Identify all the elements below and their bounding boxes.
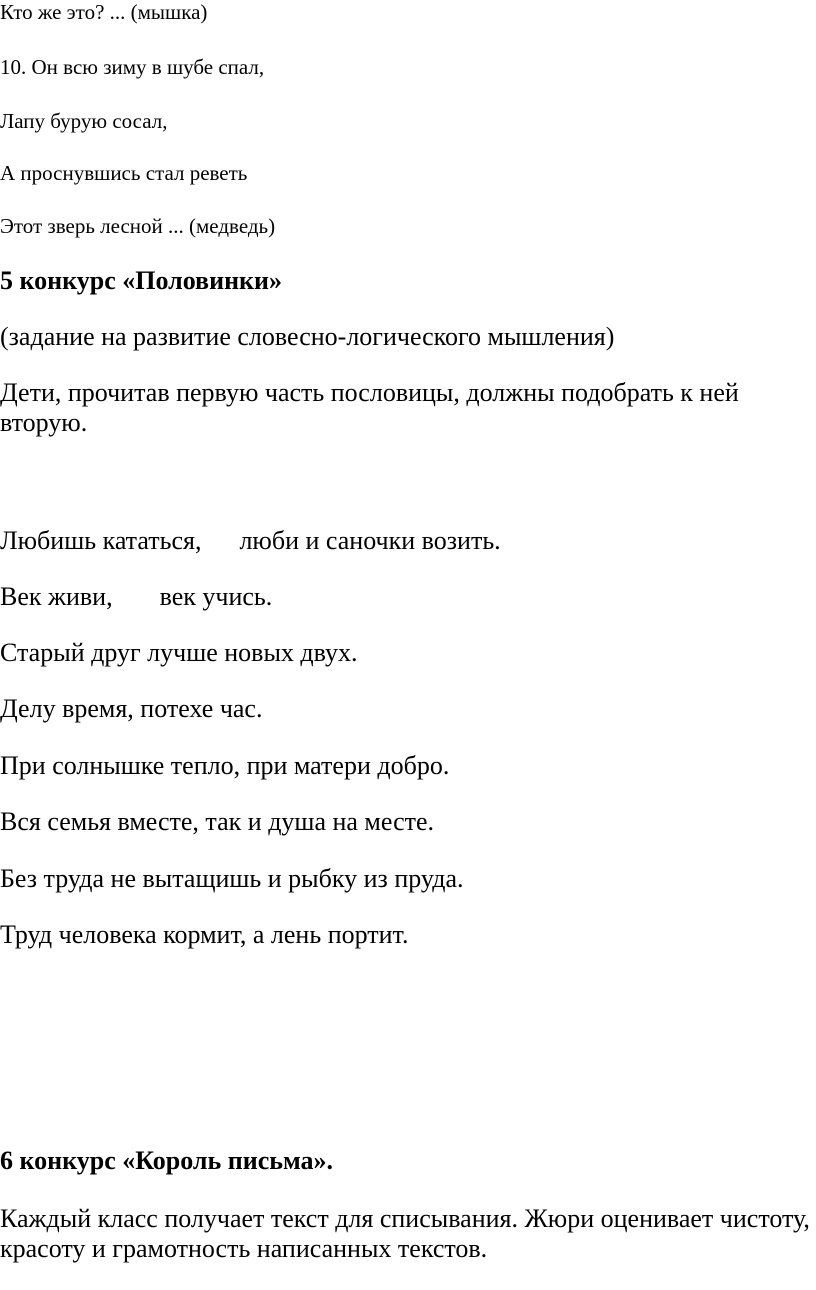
contest6-description: Каждый класс получает текст для списывания. Жюри оценивает чистоту, красоту и грамотность написанных текстов.	[0, 1204, 810, 1263]
contest5-subtitle: (задание на развитие словесно-логического мышления)	[0, 322, 615, 351]
proverb-line: Старый друг лучше новых двух.	[0, 638, 358, 667]
proverb-line: Вся семья вместе, так и душа на месте.	[0, 807, 435, 836]
proverb-line	[0, 584, 272, 610]
riddle-line-3: Лапу бурую сосал,	[0, 109, 168, 133]
contest5-heading: 5 конкурс «Половинки»	[0, 266, 283, 295]
proverb-line: Делу время, потехе час.	[0, 694, 263, 723]
proverb-second-half: люби и саночки возить.	[239, 526, 501, 555]
riddle-line-5: Этот зверь лесной ... (медведь)	[0, 214, 276, 238]
proverb-line: При солнышке тепло, при матери добро.	[0, 751, 450, 780]
contest5-instruction: Дети, прочитав первую часть пословицы, должны подобрать к ней вторую.	[0, 378, 739, 437]
proverb-second-half: век учись.	[159, 582, 273, 611]
riddle-line-2: 10. Он всю зиму в шубе спал,	[0, 55, 265, 79]
proverb-line	[0, 528, 501, 554]
proverb-first-half: Век живи,	[0, 582, 113, 611]
proverb-line: Труд человека кормит, а лень портит.	[0, 920, 409, 949]
contest6-heading: 6 конкурс «Король письма».	[0, 1146, 334, 1175]
proverb-line: Без труда не вытащишь и рыбку из пруда.	[0, 864, 464, 893]
riddle-line-1: Кто же это? ... (мышка)	[0, 0, 208, 24]
proverb-first-half: Любишь кататься,	[0, 526, 202, 555]
riddle-line-4: А проснувшись стал реветь	[0, 161, 248, 185]
